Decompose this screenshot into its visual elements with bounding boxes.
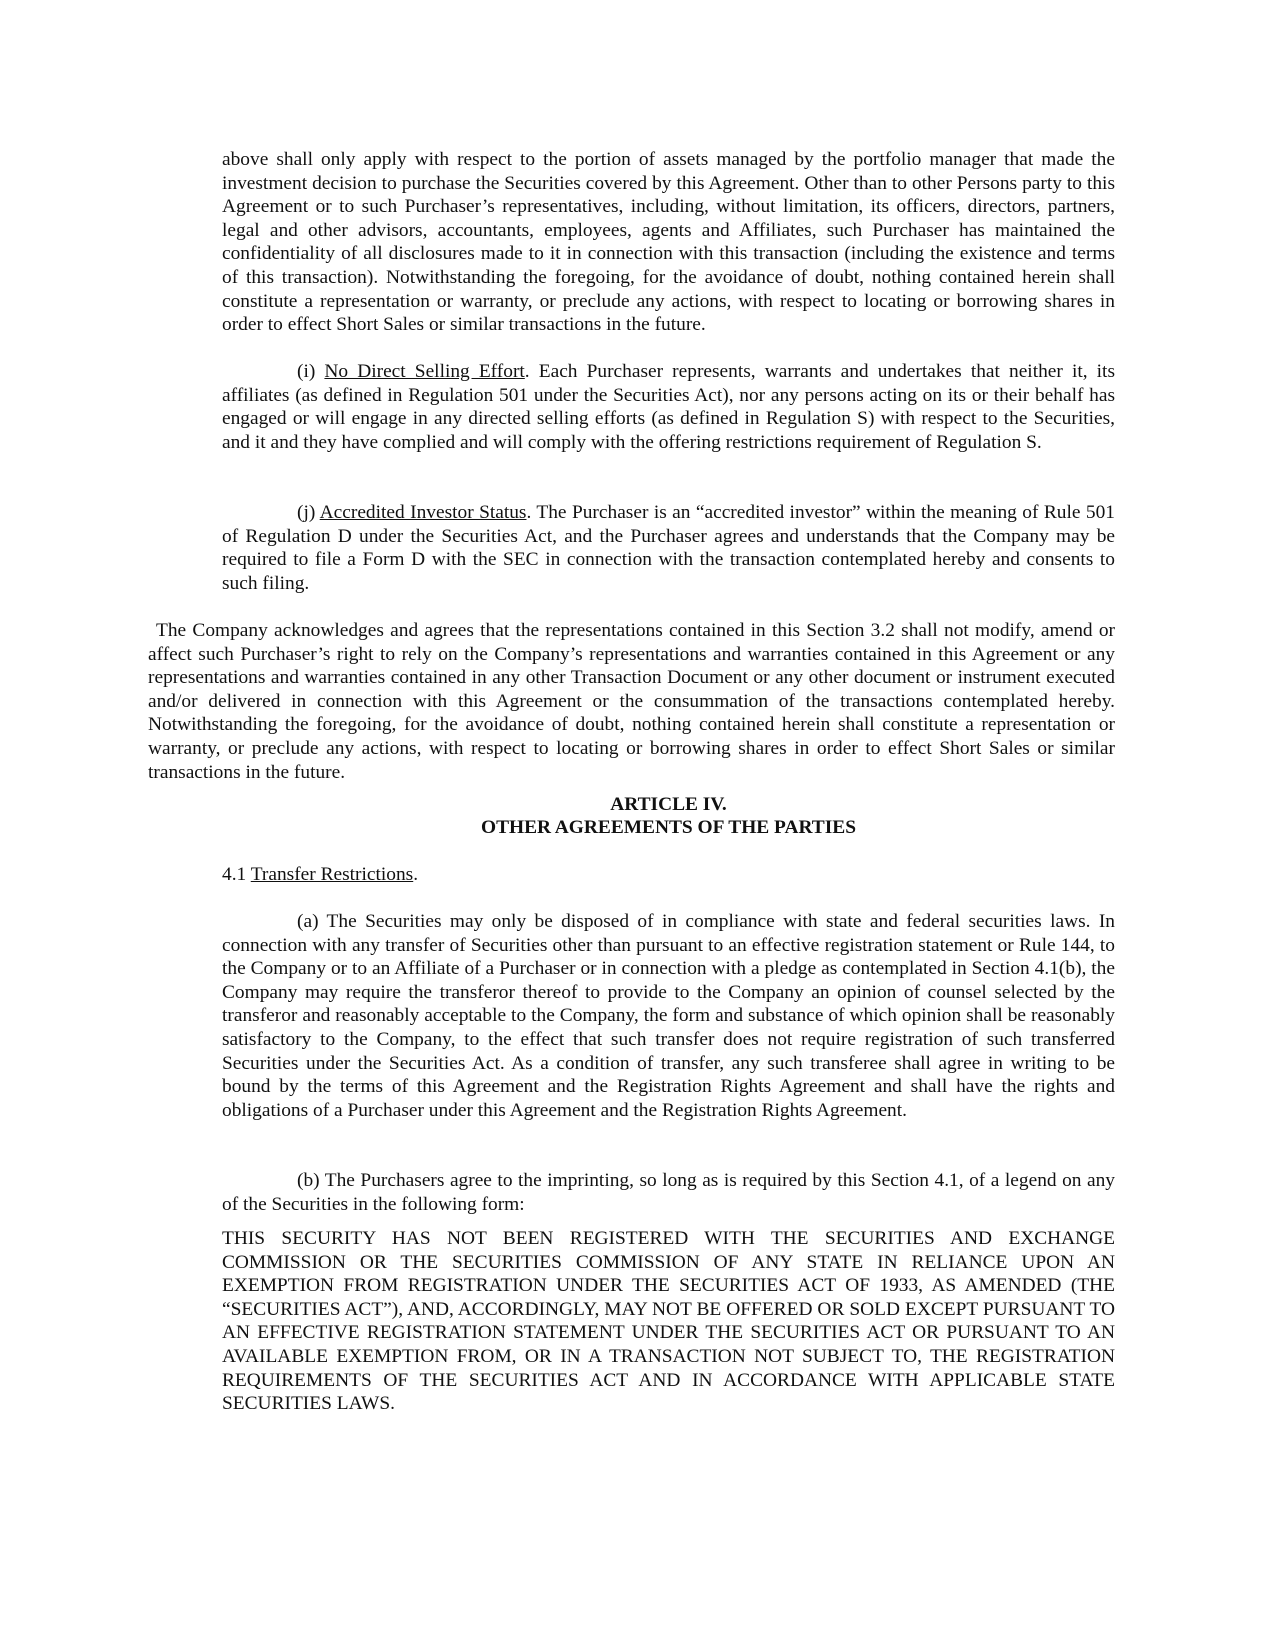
clause-body: . Each Purchaser represents, warrants and undertakes that neither it, its affiliates (as defined in Regulation 501 under the Securities Act), nor any persons acting on its or their behalf has engaged or will engage in any directed selling efforts (as defined in Regulation S) with respect to the Securities, and it and they have complied and will comply with the offering restrictions requirement of Regulation S. bbox=[222, 361, 1115, 453]
paragraph-confidentiality: above shall only apply with respect to the portion of assets managed by the portfolio manager that made the investment decision to purchase the Securities covered by this Agreement. Other than to other Persons party to this Agreement or to such Purchaser’s representatives, including, without limitation, its officers, directors, partners, legal and other advisors, accountants, employees, agents and Affiliates, such Purchaser has maintained the confidentiality of all disclosures made to it in connection with this transaction (including the existence and terms of this transaction). Notwithstanding the foregoing, for the avoidance of doubt, nothing contained herein shall constitute a representation or warranty, or preclude any actions, with respect to locating or borrowing shares in order to effect Short Sales or similar transactions in the future. bbox=[222, 149, 1115, 336]
clause-prefix: (i) bbox=[297, 361, 325, 382]
section-title: Transfer Restrictions bbox=[250, 864, 414, 885]
section-heading-4-1 bbox=[222, 863, 1115, 887]
section-number: 4.1 bbox=[222, 864, 251, 885]
clause-title: Accredited Investor Status bbox=[319, 502, 527, 523]
paragraph-transfer-compliance: (a) The Securities may only be disposed of in compliance with state and federal securities laws. In connection with any transfer of Securities other than pursuant to an effective registration statement or Rule 144, to the Company or to an Affiliate of a Purchaser or in connection with a pledge as contemplated in Section 4.1(b), the Company may require the transferor thereof to provide to the Company an opinion of counsel selected by the transferor and reasonably acceptable to the Company, the form and substance of which opinion shall be reasonably satisfactory to the Company, to the effect that such transfer does not require registration of such transferred Securities under the Securities Act. As a condition of transfer, any such transferee shall agree in writing to be bound by the terms of this Agreement and the Registration Rights Agreement and shall have the rights and obligations of a Purchaser under this Agreement and the Registration Rights Agreement. bbox=[222, 911, 1115, 1121]
paragraph-no-direct-selling-effort bbox=[222, 360, 1115, 454]
paragraph-accredited-investor-status bbox=[222, 501, 1115, 595]
paragraph-company-acknowledgement: The Company acknowledges and agrees that the representations contained in this Section 3.2 shall not modify, amend or affect such Purchaser’s right to rely on the Company’s representations and warranties contained in this Agreement or any representations and warranties contained in any other Transaction Document or any other document or instrument executed and/or delivered in connection with this Agreement or the consummation of the transactions contemplated hereby. Notwithstanding the foregoing, for the avoidance of doubt, nothing contained herein shall constitute a representation or warranty, or preclude any actions, with respect to locating or borrowing shares in order to effect Short Sales or similar transactions in the future. bbox=[148, 620, 1115, 783]
article-number: ARTICLE IV. bbox=[610, 794, 727, 815]
clause-prefix: (j) bbox=[297, 502, 320, 523]
section-suffix: . bbox=[413, 864, 419, 885]
paragraph-legend-imprinting: (b) The Purchasers agree to the imprinting, so long as is required by this Section 4.1, of a legend on any of the Securities in the following form: bbox=[222, 1170, 1115, 1215]
article-title: OTHER AGREEMENTS OF THE PARTIES bbox=[480, 817, 856, 838]
clause-title: No Direct Selling Effort bbox=[324, 361, 525, 382]
clause-body: . The Purchaser is an “accredited investor” within the meaning of Rule 501 of Regulation D under the Securities Act, and the Purchaser agrees and understands that the Company may be required to file a Form D with the SEC in connection with the transaction contemplated hereby and consents to such filing. bbox=[222, 502, 1115, 594]
securities-legend: THIS SECURITY HAS NOT BEEN REGISTERED WITH THE SECURITIES AND EXCHANGE COMMISSION OR THE SECURITIES COMMISSION OF ANY STATE IN RELIANCE UPON AN EXEMPTION FROM REGISTRATION UNDER THE SECURITIES ACT OF 1933, AS AMENDED (THE “SECURITIES ACT”), AND, ACCORDINGLY, MAY NOT BE OFFERED OR SOLD EXCEPT PURSUANT TO AN EFFECTIVE REGISTRATION STATEMENT UNDER THE SECURITIES ACT OR PURSUANT TO AN AVAILABLE EXEMPTION FROM, OR IN A TRANSACTION NOT SUBJECT TO, THE REGISTRATION REQUIREMENTS OF THE SECURITIES ACT AND IN ACCORDANCE WITH APPLICABLE STATE SECURITIES LAWS. bbox=[222, 1228, 1115, 1415]
